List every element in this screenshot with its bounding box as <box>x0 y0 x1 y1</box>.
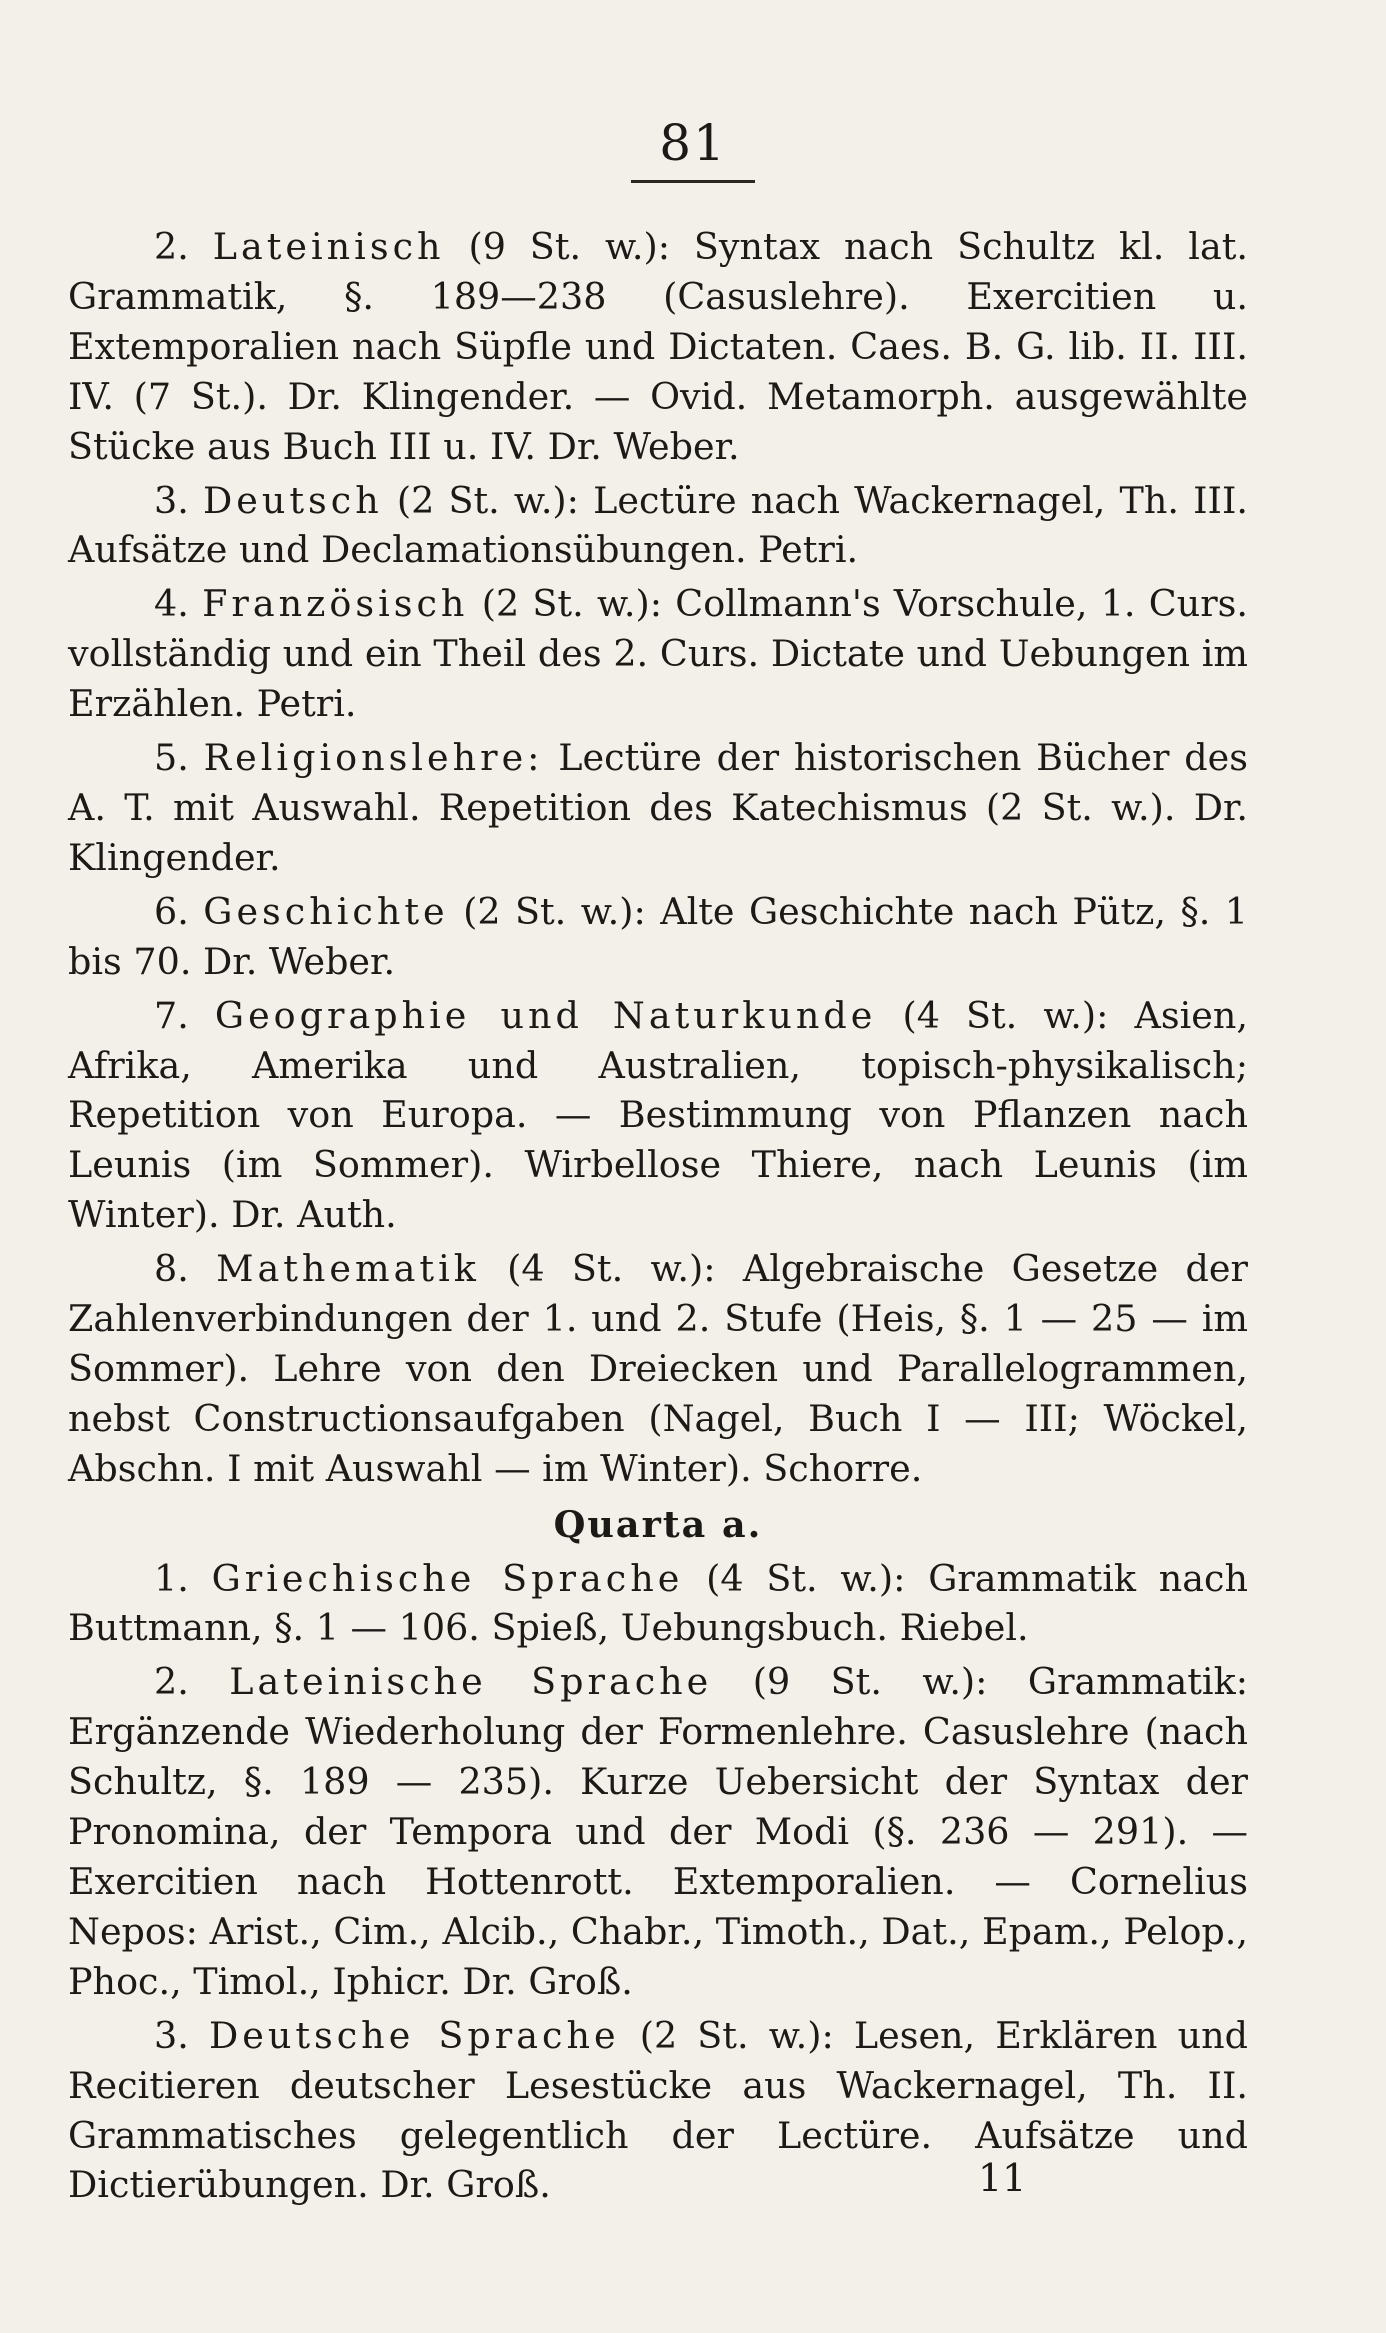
paragraph-history <box>68 887 1248 987</box>
subject-label: Lateinisch <box>212 225 445 268</box>
page-number: 81 <box>659 114 727 172</box>
paragraph-latin <box>68 222 1248 472</box>
paragraph-french <box>68 579 1248 729</box>
signature-mark: 11 <box>978 2156 1027 2200</box>
page-header <box>0 114 1386 183</box>
paragraph-text: (4 St. w.): Grammatik nach Buttmann, §. 1 — 106. Spieß, Uebungsbuch. Riebel. <box>68 1556 1248 1650</box>
subject-label: Lateinische Sprache <box>229 1660 713 1704</box>
page-content <box>68 222 1248 2214</box>
item-number: 3. <box>154 478 189 522</box>
item-number: 2. <box>154 1660 189 1704</box>
item-number: 7. <box>154 993 189 1037</box>
item-number: 6. <box>154 889 189 933</box>
paragraph-text: (4 St. w.): Asien, Afrika, Amerika und Australien, topisch-physikalisch; Repetition von Europa. — Bestimmung von Pflanzen nach Leunis (im Sommer). Wirbellose Thiere, nach Leunis (im Winter). Dr. Auth. <box>68 993 1248 1237</box>
header-rule <box>631 180 755 183</box>
paragraph-geography <box>68 991 1248 1241</box>
paragraph-text: (2 St. w.): Collmann's Vorschule, 1. Curs. vollständig und ein Theil des 2. Curs. Dictate und Uebungen im Erzählen. Petri. <box>68 582 1248 726</box>
item-number: 8. <box>154 1247 189 1291</box>
item-number: 1. <box>154 1556 189 1600</box>
subject-label: Geschichte <box>203 889 449 933</box>
item-number: 2. <box>154 225 189 268</box>
paragraph-text: (9 St. w.): Syntax nach Schultz kl. lat. Grammatik, §. 189—238 (Casuslehre). Exercitien u. Extemporalien nach Süpfle und Dictaten. Caes. B. G. lib. II. III. IV. (7 St.). Dr. Klingender. — Ovid. Metamorph. ausgewählte Stücke aus Buch III u. IV. Dr. Weber. <box>68 225 1249 468</box>
paragraph-text: (4 St. w.): Algebraische Gesetze der Zahlenverbindungen der 1. und 2. Stufe (Heis, §. 1 — 25 — im Sommer). Lehre von den Dreiecken und Parallelogrammen, nebst Constructionsaufgaben (Nagel, Buch I — III; Wöckel, Abschn. I mit Auswahl — im Winter). Schorre. <box>68 1247 1248 1490</box>
subject-label: Mathematik <box>216 1247 480 1291</box>
paragraph-text: (2 St. w.): Lectüre nach Wackernagel, Th. III. Aufsätze und Declamationsübungen. Petri. <box>68 478 1248 572</box>
subject-label: Religionslehre: <box>203 736 544 780</box>
paragraph-text: (2 St. w.): Lesen, Erklären und Recitieren deutscher Lesestücke aus Wackernagel, Th. II. Grammatisches gelegentlich der Lectüre. Aufsätze und Dictierübungen. Dr. Groß. <box>68 2013 1249 2207</box>
paragraph-mathematics <box>68 1244 1248 1494</box>
subject-label: Geographie und Naturkunde <box>214 993 877 1037</box>
subject-label: Deutsche Sprache <box>208 2013 620 2057</box>
subject-label: Griechische Sprache <box>211 1556 684 1600</box>
paragraph-text: (2 St. w.): Alte Geschichte nach Pütz, §. 1 bis 70. Dr. Weber. <box>68 889 1248 983</box>
paragraph-german <box>68 476 1248 576</box>
paragraph-german-language <box>68 2011 1248 2211</box>
section-heading: Quarta a. <box>553 1502 763 1546</box>
item-number: 3. <box>154 2013 189 2057</box>
item-number: 4. <box>154 582 189 626</box>
paragraph-religion <box>68 733 1248 883</box>
paragraph-text: Lectüre der historischen Bücher des A. T. mit Auswahl. Repetition des Katechismus (2 St. w.). Dr. Klingender. <box>68 736 1248 879</box>
item-number: 5. <box>154 736 189 780</box>
paragraph-greek <box>68 1554 1248 1654</box>
subject-label: Französisch <box>202 582 469 626</box>
subject-label: Deutsch <box>202 478 383 522</box>
paragraph-latin-language <box>68 1657 1248 2006</box>
paragraph-text: (9 St. w.): Grammatik: Ergänzende Wiederholung der Formenlehre. Casuslehre (nach Schultz, §. 189 — 235). Kurze Uebersicht der Syntax der Pronomina, der Tempora und der Modi (§. 236 — 291). — Exercitien nach Hottenrott. Extemporalien. — Cornelius Nepos: Arist., Cim., Alcib., Chabr., Timoth., Dat., Epam., Pelop., Phoc., Timol., Iphicr. Dr. Groß. <box>68 1660 1249 2003</box>
